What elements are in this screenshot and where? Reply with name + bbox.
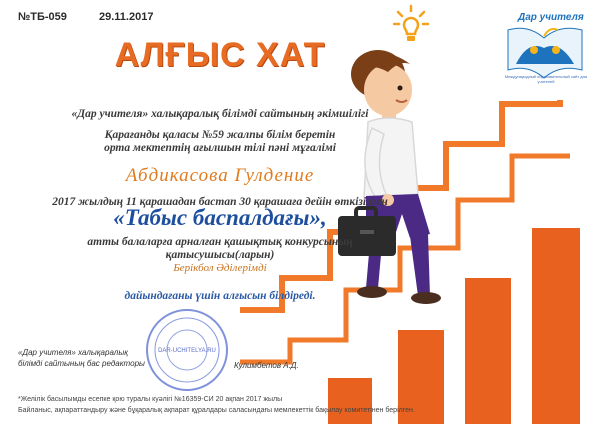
certificate-title: АЛҒЫС ХАТ (114, 36, 326, 74)
certificate-date: 29.11.2017 (99, 11, 154, 23)
contest-name: «Табыс баспалдағы», (113, 205, 327, 230)
body-line-7: атты балаларға арналған қашықтық конкурсының (87, 236, 353, 248)
bar-4 (532, 228, 580, 424)
certificate-number: №ТБ-059 (18, 11, 67, 23)
body-line-1: «Дар учителя» халықаралық білімді сайтының әкімшілігі (71, 108, 369, 120)
editor-line-2: білімді сайтының бас редакторы (18, 359, 145, 368)
logo-subtitle: Международный образовательный сайт для учителей (504, 74, 588, 84)
body-line-3: орта мектептің ағылшын тілі пәні мұғалімі (104, 142, 336, 154)
footer-line-1: *Желілік басылымды есепке қою туралы куәлігі №16359-СИ 20 ақпан 2017 жылы (18, 396, 283, 403)
footer-line-2: Байланыс, ақпараттандыру және бұқаралық ақпарат құралдары саласындағы мемлекеттік бақылау комитетінен берілген. (18, 407, 415, 414)
stamp-text: DAR-UCHITELYA.RU (158, 348, 216, 354)
editor-line-1: «Дар учителя» халықаралық (18, 348, 128, 357)
body-line-2: Қарағанды қаласы №59 жалпы білім беретін (104, 129, 336, 141)
participant-names: Берікбол Әділерімді (173, 262, 267, 274)
bar-1 (328, 378, 372, 424)
body-line-10: дайындағаны үшін алғысын білдіреді. (124, 290, 316, 302)
body-line-5: 2017 жылдың 11 қарашадан бастап 30 қарашаға дейін өткізілген (52, 196, 388, 208)
lightbulb-icon (393, 4, 429, 44)
body-line-8: қатысушысы(ларын) (165, 249, 275, 261)
recipient-name: Абдикасова Гулдение (125, 165, 315, 186)
editor-name: Кулимбетов А.Д. (234, 361, 299, 370)
logo-name: Дар учителя (518, 12, 584, 23)
